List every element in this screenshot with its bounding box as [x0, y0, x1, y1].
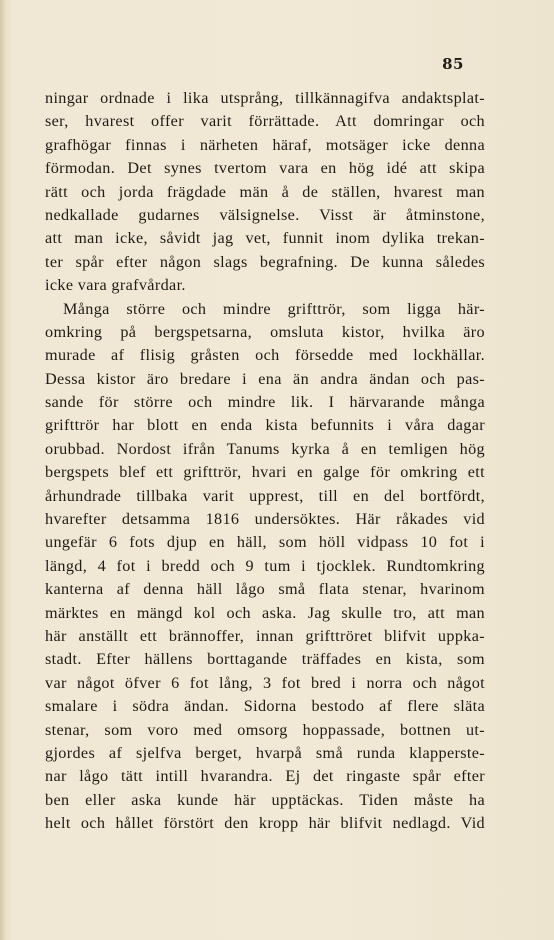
- text-line: förmodan. Det synes tvertom vara en hög idé att skipa: [45, 159, 485, 178]
- text-line: stenar, som voro med omsorg hoppassade, bottnen ut-: [45, 720, 485, 739]
- text-line: omkring på bergspetsarna, omsluta kistor, hvilka äro: [45, 322, 485, 341]
- text-line: icke vara grafvårdar.: [45, 276, 186, 295]
- text-line: grafhögar finnas i närheten häraf, motsäger icke denna: [45, 135, 485, 154]
- text-line: nedkallade gudarnes välsignelse. Visst är åtminstone,: [45, 205, 485, 224]
- text-line: att man icke, såvidt jag vet, funnit inom dylika trekan-: [45, 229, 485, 248]
- text-line: var något öfver 6 fot lång, 3 fot bred i norra och något: [45, 673, 485, 692]
- text-line: ser, hvarest offer varit förrättade. Att domringar och: [45, 112, 485, 131]
- text-line: stadt. Efter hällens borttagande träffades en kista, som: [45, 650, 485, 669]
- text-line: århundrade tillbaka varit upprest, till en del bortfördt,: [45, 486, 485, 505]
- text-line: här anställt ett brännoffer, innan grifttröret blifvit uppka-: [45, 626, 485, 645]
- text-line: rätt och jorda frägdade män å de ställen, hvarest man: [45, 182, 485, 201]
- page-number: 85: [442, 55, 464, 73]
- text-line: ungefär 6 fots djup en häll, som höll vidpass 10 fot i: [45, 533, 485, 552]
- body-text: [45, 87, 485, 836]
- text-line: orubbad. Nordost ifrån Tanums kyrka å en temligen hög: [45, 439, 485, 458]
- text-line: gjordes af sjelfva berget, hvarpå små runda klapperste-: [45, 743, 485, 762]
- text-line: bergspets blef ett grifttrör, hvari en galge för omkring ett: [45, 463, 485, 482]
- text-line: ningar ordnade i lika utsprång, tillkännagifva andaktsplat-: [45, 89, 485, 107]
- text-line: märktes en mängd kol och aska. Jag skulle tro, att man: [45, 603, 485, 622]
- text-line: grifttrör har blott en enda kista befunnits i våra dagar: [45, 416, 485, 435]
- text-line: kanterna af denna häll lågo små flata stenar, hvarinom: [45, 580, 485, 599]
- text-line: smalare i södra ändan. Sidorna bestodo af flere släta: [45, 697, 485, 716]
- text-line: ter spår efter någon slags begrafning. De kunna således: [45, 252, 485, 271]
- text-line: längd, 4 fot i bredd och 9 tum i tjocklek. Rundtomkring: [45, 556, 485, 575]
- text-line: hvarefter detsamma 1816 undersöktes. Här råkades vid: [45, 510, 485, 529]
- text-line: murade af flisig gråsten och försedde med lockhällar.: [45, 346, 485, 365]
- text-line: Dessa kistor äro bredare i ena än andra ändan och pas-: [45, 369, 485, 388]
- text-line: nar lågo tätt intill hvarandra. Ej det ringaste spår efter: [45, 767, 485, 786]
- text-line: Många större och mindre grifttrör, som ligga här-: [63, 299, 485, 318]
- text-line: ben eller aska kunde här upptäckas. Tiden måste ha: [45, 790, 485, 809]
- text-line: helt och hållet förstört den kropp här blifvit nedlagd. Vid: [45, 814, 485, 833]
- page-gutter-shadow: [0, 0, 6, 940]
- text-line: sande för större och mindre lik. I härvarande många: [45, 393, 485, 412]
